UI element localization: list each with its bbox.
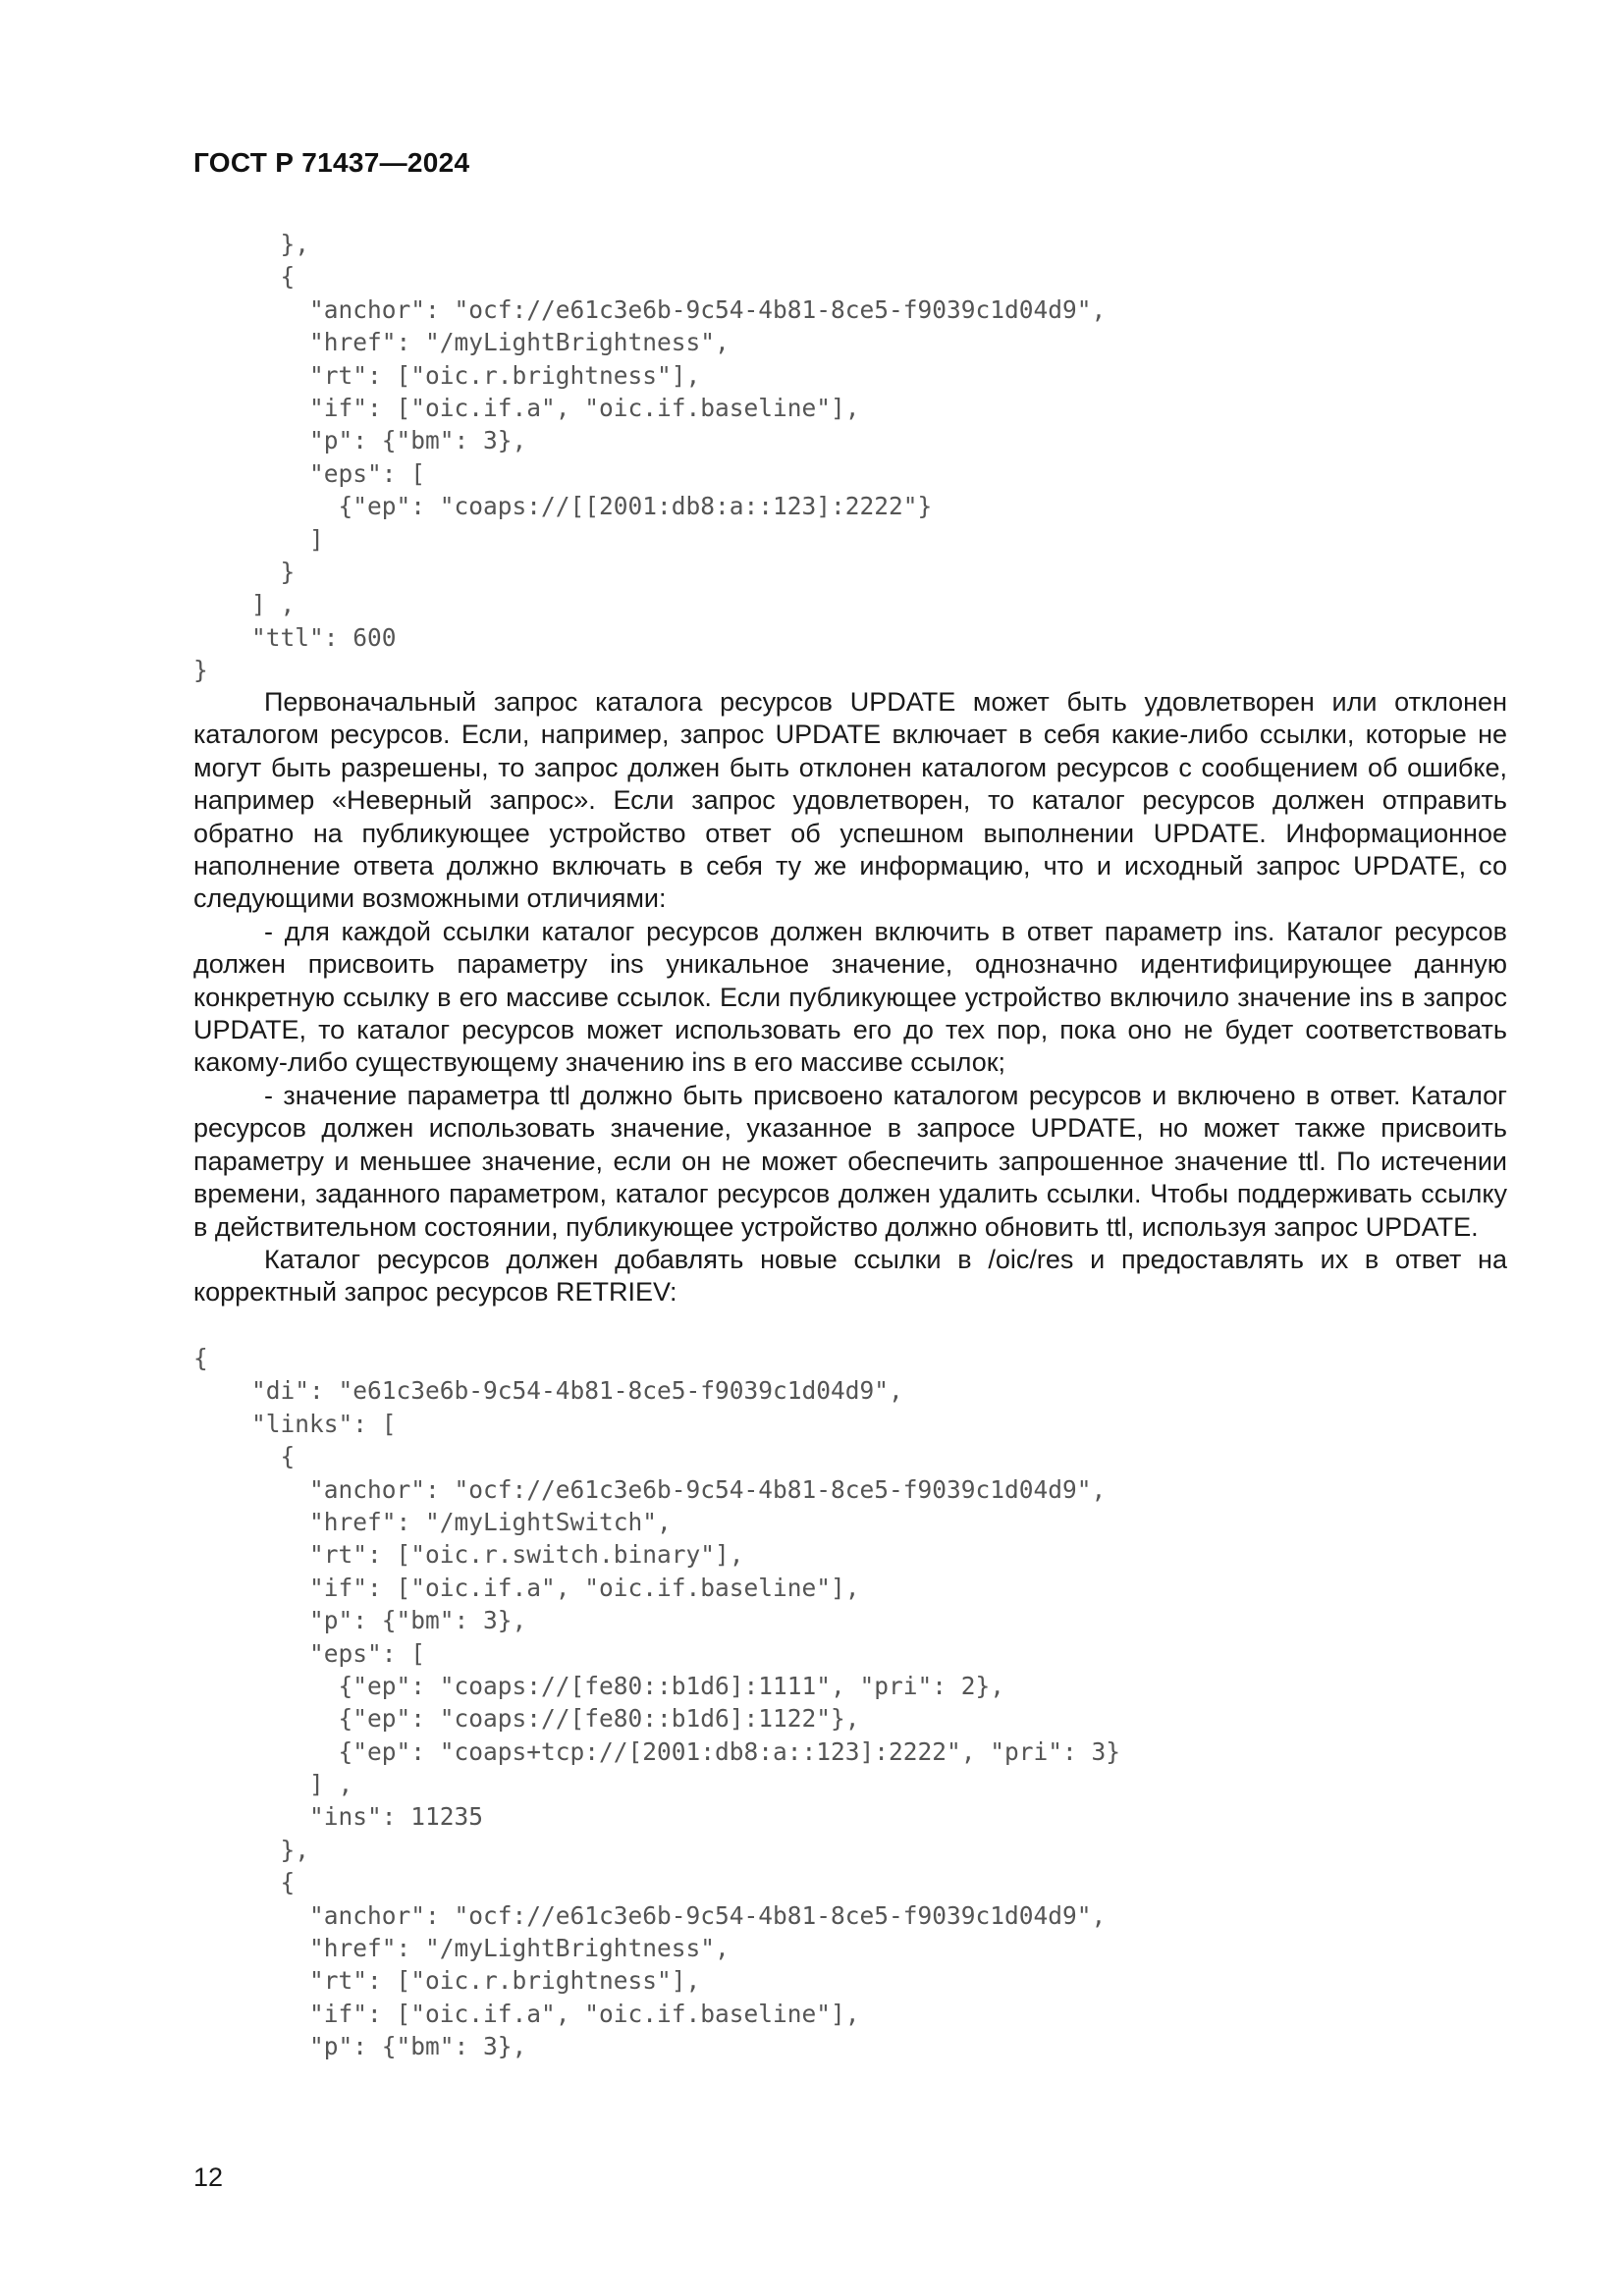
code-block-update-request-tail xyxy=(193,228,1106,686)
code-block-1-line: }, xyxy=(193,230,310,258)
code-block-2-line: {"ep": "coaps://[fe80::b1d6]:1111", "pri": 2}, xyxy=(193,1671,1005,1700)
code-block-2-line: "rt": ["oic.r.switch.binary"], xyxy=(193,1540,744,1570)
code-block-1-line: { xyxy=(193,262,296,292)
code-block-2-line: "p": {"bm": 3}, xyxy=(193,1606,527,1635)
code-block-1-line: "if": ["oic.if.a", "oic.if.baseline"], xyxy=(193,393,860,422)
code-block-1-line: ] , xyxy=(193,590,296,619)
code-block-1-line: "ttl": 600 xyxy=(193,622,397,652)
code-block-2-line: "anchor": "ocf://e61c3e6b-9c54-4b81-8ce5-f9039c1d04d9", xyxy=(193,1900,1107,1930)
code-block-1-line: "eps": [ xyxy=(193,458,426,488)
code-block-2-line: "href": "/myLightBrightness", xyxy=(193,1934,730,1963)
code-block-1-line: } xyxy=(193,557,296,586)
body-text xyxy=(193,686,1507,1309)
code-block-2-line: "ins": 11235 xyxy=(193,1802,484,1832)
code-block-2-line: { xyxy=(193,1442,296,1471)
code-block-2-line: "links": [ xyxy=(193,1409,397,1438)
code-block-2-line: {"ep": "coaps+tcp://[2001:db8:a::123]:2222", "pri": 3} xyxy=(193,1736,1121,1766)
code-block-2-line: "if": ["oic.if.a", "oic.if.baseline"], xyxy=(193,1999,860,2028)
code-block-retrieve-response xyxy=(193,1342,1120,2063)
paragraph-retrieve-links: Каталог ресурсов должен добавлять новые ссылки в /oic/res и предоставлять их в ответ на корректный запрос ресурсов RETRIEV: xyxy=(193,1244,1507,1308)
code-block-2-line: "anchor": "ocf://e61c3e6b-9c54-4b81-8ce5-f9039c1d04d9", xyxy=(193,1474,1107,1504)
code-block-2-line: "eps": [ xyxy=(193,1638,426,1668)
code-block-1-line: } xyxy=(193,656,208,685)
code-block-1-line: "p": {"bm": 3}, xyxy=(193,426,527,455)
paragraph-update-response: Первоначальный запрос каталога ресурсов UPDATE может быть удовлетворен или отклонен каталогом ресурсов. Если, например, запрос UPDATE включает в себя какие-либо ссылки, которые не могут быть разрешены, то запрос должен быть отклонен каталогом ресурсов с сообщением об ошибке, например «Неверный запрос». Если запрос удовлетворен, то каталог ресурсов должен отправить обратно на публикующее устройство ответ об успешном выполнении UPDATE. Информационное наполнение ответа должно включать в себя ту же информацию, что и исходный запрос UPDATE, со следующими возможными отличиями: xyxy=(193,687,1507,914)
code-block-2-line: "p": {"bm": 3}, xyxy=(193,2032,527,2061)
code-block-1-line: "rt": ["oic.r.brightness"], xyxy=(193,360,701,390)
code-block-2-line: "if": ["oic.if.a", "oic.if.baseline"], xyxy=(193,1573,860,1602)
code-block-2-line: "rt": ["oic.r.brightness"], xyxy=(193,1966,701,1996)
document-header: ГОСТ Р 71437—2024 xyxy=(193,147,470,178)
code-block-1-line: "anchor": "ocf://e61c3e6b-9c54-4b81-8ce5-f9039c1d04d9", xyxy=(193,294,1107,324)
code-block-2-line: {"ep": "coaps://[fe80::b1d6]:1122"}, xyxy=(193,1704,860,1734)
code-block-2-line: { xyxy=(193,1344,208,1372)
code-block-1-line: "href": "/myLightBrightness", xyxy=(193,328,730,357)
code-block-2-line: ] , xyxy=(193,1770,353,1799)
code-block-2-line: }, xyxy=(193,1835,310,1864)
code-block-2-line: { xyxy=(193,1868,296,1897)
page-number: 12 xyxy=(193,2163,224,2192)
paragraph-ins-parameter: - для каждой ссылки каталог ресурсов должен включить в ответ параметр ins. Каталог ресурсов должен присвоить параметру ins уникальное значение, однозначно идентифицирующее данную конкретную ссылку в его массиве ссылок. Если публикующее устройство включило значение ins в запрос UPDATE, то каталог ресурсов может использовать его до тех пор, пока оно не будет соответствовать какому-либо существующему значению ins в его массиве ссылок; xyxy=(193,916,1507,1078)
code-block-2-line: "di": "e61c3e6b-9c54-4b81-8ce5-f9039c1d04d9", xyxy=(193,1376,903,1406)
code-block-1-line: {"ep": "coaps://[[2001:db8:a::123]:2222"} xyxy=(193,492,933,521)
code-block-2-line: "href": "/myLightSwitch", xyxy=(193,1507,672,1536)
code-block-1-line: ] xyxy=(193,524,324,554)
paragraph-ttl-parameter: - значение параметра ttl должно быть присвоено каталогом ресурсов и включено в ответ. Каталог ресурсов должен использовать значение, указанное в запросе UPDATE, но может также присвоить параметру и меньшее значение, если он не может обеспечить запрошенное значение ttl. По истечении времени, заданного параметром, каталог ресурсов должен удалить ссылки. Чтобы поддерживать ссылку в действительном состоянии, публикующее устройство должно обновить ttl, используя запрос UPDATE. xyxy=(193,1080,1507,1242)
